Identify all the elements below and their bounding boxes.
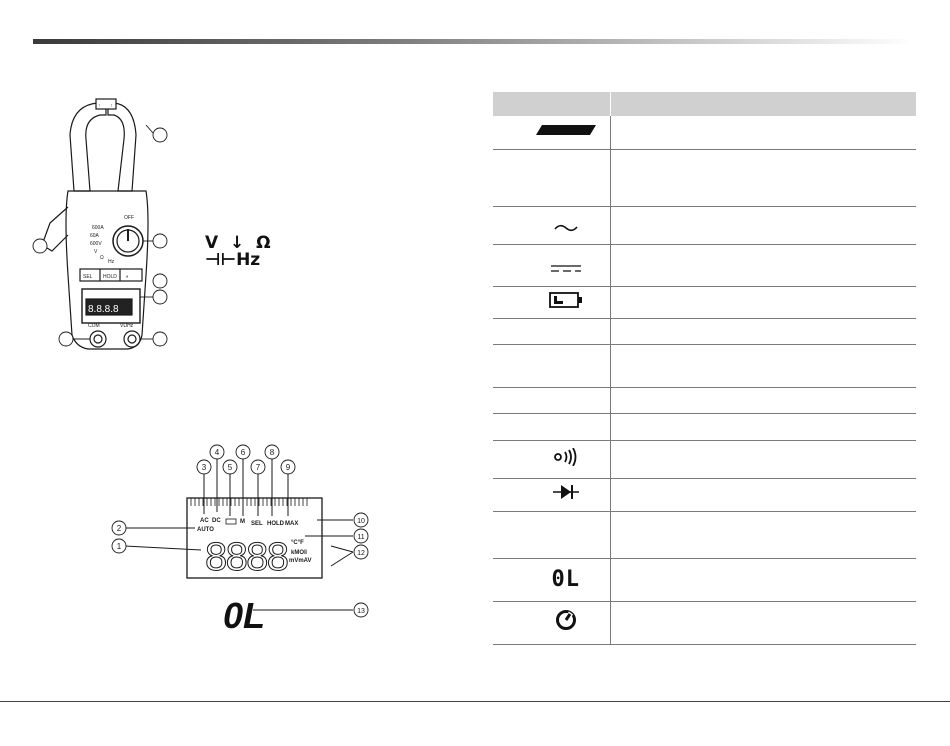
svg-text:12: 12 [357,550,365,557]
table-row [493,149,916,206]
meter-body [66,191,148,349]
svg-text:7: 7 [255,463,261,472]
clamp-meter-illustration [28,95,178,357]
table-row [493,116,916,149]
table-row [493,511,916,558]
svg-text:Ω: Ω [100,255,104,261]
svg-text:DC: DC [212,518,221,524]
svg-text:COM: COM [88,323,100,329]
svg-text:mVmAV: mVmAV [289,558,312,564]
table-row [493,206,916,244]
table-row [493,244,916,286]
table-row [493,286,916,318]
svg-text:8: 8 [269,448,275,457]
footer-rule [0,701,950,702]
svg-text:5: 5 [227,463,233,472]
symbol-table [493,92,916,645]
svg-text:SEL: SEL [83,274,93,280]
svg-text:OFF: OFF [124,215,134,221]
com-terminal [90,331,106,347]
svg-text:VΩHz: VΩHz [120,323,134,329]
svg-text:MAX: MAX [285,521,299,527]
svg-text:600V: 600V [90,241,102,247]
svg-text:HOLD: HOLD [103,274,117,280]
svg-text:2: 2 [116,524,122,533]
svg-text:1: 1 [116,542,122,551]
svg-text:3: 3 [201,463,207,472]
svg-text:9: 9 [285,463,291,472]
svg-text:13: 13 [357,608,365,615]
svg-text:SEL: SEL [251,521,263,527]
table-header-row [493,92,916,116]
table-row [493,440,916,478]
callout-com [59,332,73,346]
svg-text:kMO‖: kMO‖ [291,550,307,556]
diode-icon [553,484,579,500]
svg-text:◐: ◐ [126,274,130,280]
table-row [493,558,916,601]
header-symbol [522,92,610,116]
svg-text:4: 4 [214,448,220,457]
continuity-buzzer-icon [554,448,578,466]
header-num [493,92,522,116]
svg-text:Hz: Hz [108,259,115,265]
svg-text:8888: 8888 [205,535,289,579]
svg-text:11: 11 [357,534,365,541]
svg-text:60A: 60A [90,233,99,239]
table-row [493,344,916,387]
svg-text:↑: ↑ [98,103,101,109]
callout-dial [153,234,167,248]
battery-low-icon [549,292,583,308]
svg-text:M: M [240,519,245,525]
ol-display: 0L [223,595,266,636]
table-row [493,601,916,644]
callout-trigger [33,239,47,253]
auto-power-off-icon [555,609,577,631]
svg-text:6: 6 [240,448,246,457]
black-bar-icon [536,124,596,136]
callout-vohm [153,332,167,346]
clamp-jaw [70,103,106,191]
lcd-diagram [105,440,385,640]
callout-jaw [153,128,167,142]
svg-text:↑: ↑ [110,103,113,109]
svg-text:°C°F: °C°F [291,540,304,546]
callout-lcd [153,290,167,304]
function-symbols-line2: ⊣⊢Hz [205,250,261,270]
table-row [493,387,916,413]
table-row [493,413,916,440]
overload-ol-icon: 0L [551,567,580,592]
callout-buttons [153,274,167,288]
svg-text:8.8.8.8: 8.8.8.8 [88,304,119,315]
vohm-terminal [124,331,140,347]
svg-text:10: 10 [357,518,365,525]
table-row [493,318,916,344]
function-symbols-line1: V ↓ Ω [205,233,271,253]
header-description [610,92,916,116]
table-row [493,478,916,511]
header-rule [33,39,915,44]
svg-text:V: V [94,249,98,255]
svg-text:AC: AC [200,518,209,524]
ac-wave-icon [554,223,578,233]
svg-text:HOLD: HOLD [267,521,284,527]
svg-text:AUTO: AUTO [197,527,214,533]
svg-text:600A: 600A [92,225,104,231]
dc-line-icon [550,265,582,273]
